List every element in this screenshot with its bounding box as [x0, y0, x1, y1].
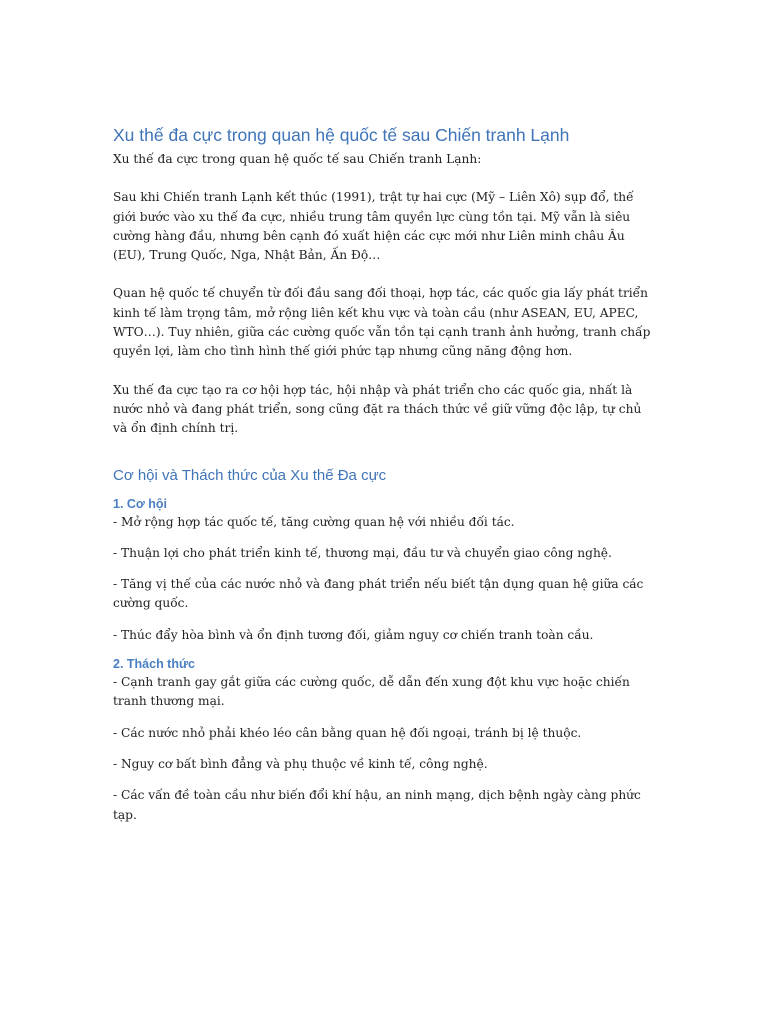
paragraph-3: Xu thế đa cực tạo ra cơ hội hợp tác, hội nhập và phát triển cho các quốc gia, nhất là nước nhỏ và đang phát triển, song cũng đặt ra thách thức về giữ vững độc lập, tự chủ và ổn định chính trị.	[113, 382, 642, 436]
intro-line: Xu thế đa cực trong quan hệ quốc tế sau Chiến tranh Lạnh:	[113, 152, 482, 166]
list-item: - Mở rộng hợp tác quốc tế, tăng cường quan hệ với nhiều đối tác.	[113, 514, 515, 529]
list-item: - Thuận lợi cho phát triển kinh tế, thương mại, đầu tư và chuyển giao công nghệ.	[113, 545, 612, 560]
paragraph-1: Sau khi Chiến tranh Lạnh kết thúc (1991), trật tự hai cực (Mỹ – Liên Xô) sụp đổ, thế giới bước vào xu thế đa cực, nhiều trung tâm quyền lực cùng tồn tại. Mỹ vẫn là siêu cường hàng đầu, nhưng bên cạnh đó xuất hiện các cực mới như Liên minh châu Âu (EU), Trung Quốc, Nga, Nhật Bản, Ấn Độ…	[113, 190, 634, 263]
list-item: - Thúc đẩy hòa bình và ổn định tương đối, giảm nguy cơ chiến tranh toàn cầu.	[113, 627, 594, 642]
list-item: - Tăng vị thế của các nước nhỏ và đang phát triển nếu biết tận dụng quan hệ giữa các cường quốc.	[113, 577, 644, 611]
section-heading-opportunities: 1. Cơ hội	[113, 496, 168, 511]
section-challenges	[113, 655, 658, 825]
list-item: - Cạnh tranh gay gắt giữa các cường quốc, dễ dẫn đến xung đột khu vực hoặc chiến tranh thương mại.	[113, 675, 630, 709]
paragraph-2: Quan hệ quốc tế chuyển từ đối đầu sang đối thoại, hợp tác, các quốc gia lấy phát triển kinh tế làm trọng tâm, mở rộng liên kết khu vực và toàn cầu (như ASEAN, EU, APEC, WTO…). Tuy nhiên, giữa các cường quốc vẫn tồn tại cạnh tranh ảnh hưởng, tranh chấp quyền lợi, làm cho tình hình thế giới phức tạp nhưng cũng năng động hơn.	[113, 286, 651, 359]
list-item: - Nguy cơ bất bình đẳng và phụ thuộc về kinh tế, công nghệ.	[113, 756, 488, 771]
section-opportunities	[113, 495, 658, 645]
section-heading-challenges: 2. Thách thức	[113, 657, 195, 672]
document-page	[113, 122, 658, 825]
section-subtitle: Cơ hội và Thách thức của Xu thế Đa cực	[113, 466, 387, 484]
document-title: Xu thế đa cực trong quan hệ quốc tế sau Chiến tranh Lạnh	[113, 125, 570, 145]
list-item: - Các nước nhỏ phải khéo léo cân bằng quan hệ đối ngoại, tránh bị lệ thuộc.	[113, 725, 582, 740]
list-item: - Các vấn đề toàn cầu như biến đổi khí hậu, an ninh mạng, dịch bệnh ngày càng phức tạp.	[113, 788, 641, 822]
